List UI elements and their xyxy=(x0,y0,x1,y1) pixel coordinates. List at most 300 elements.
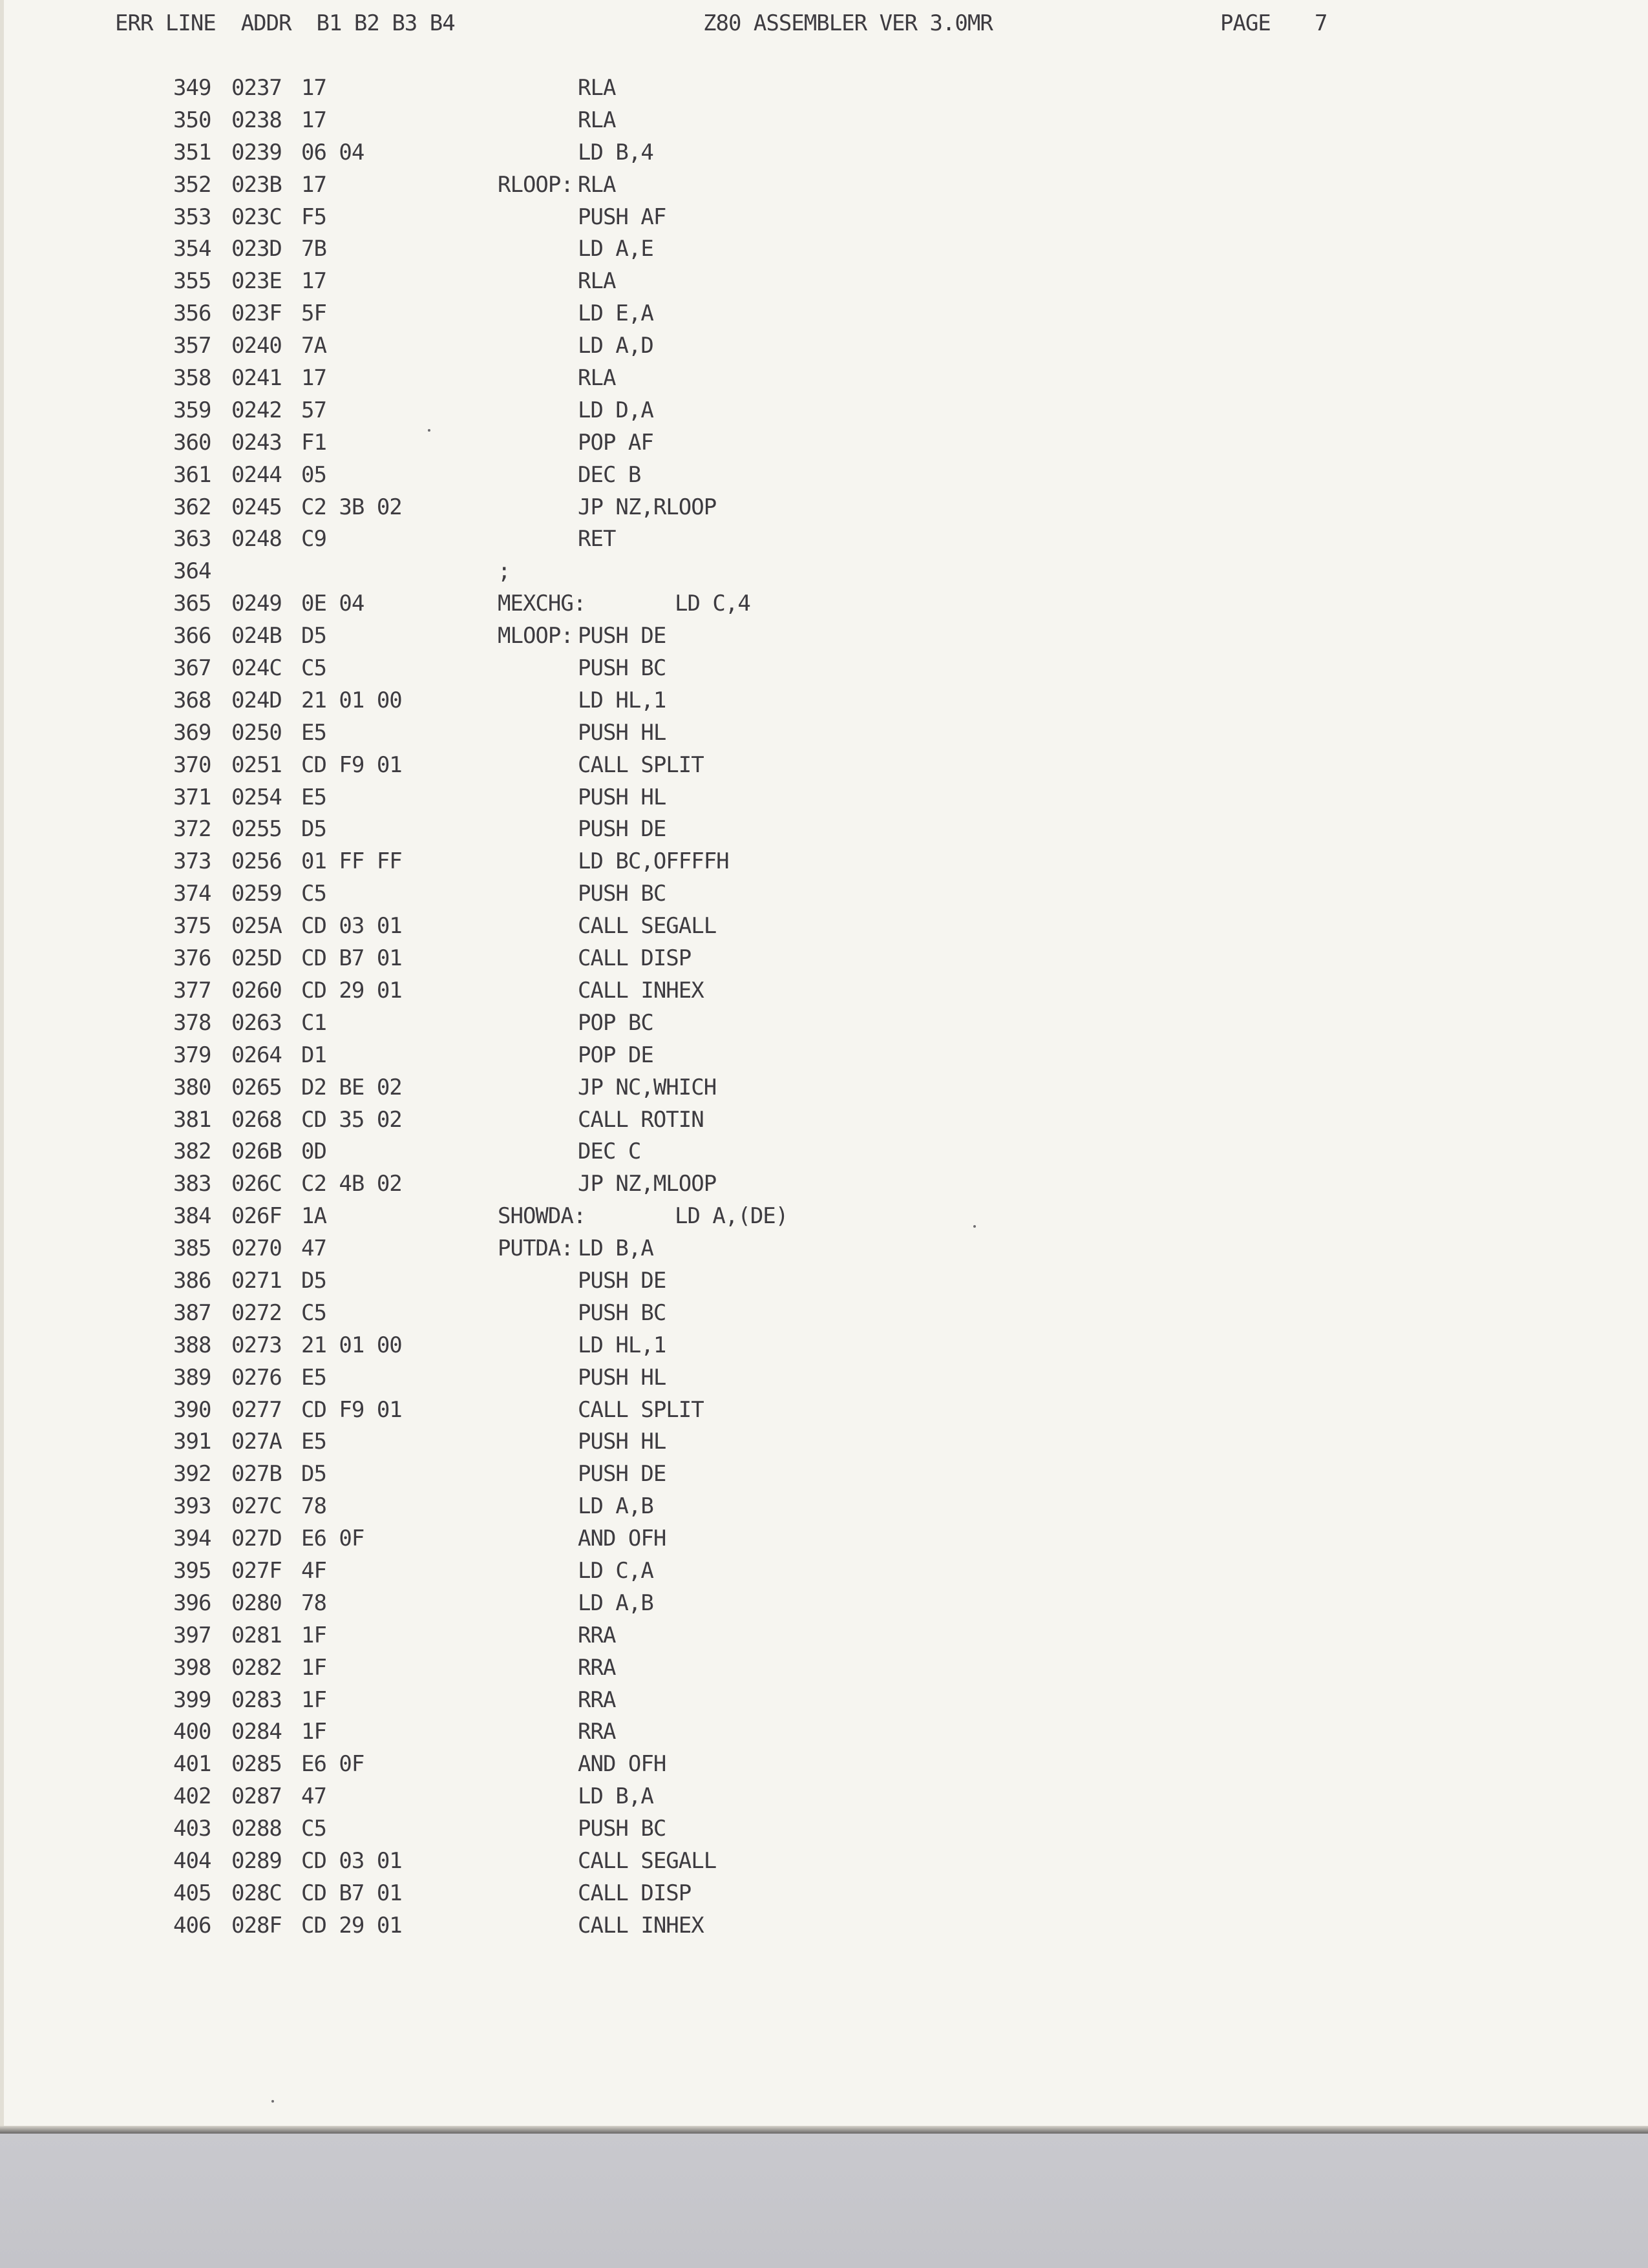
address: 025A xyxy=(231,913,282,940)
object-bytes: D5 xyxy=(301,1461,326,1487)
instruction: CALL DISP xyxy=(578,1880,692,1906)
paper-bottom-edge xyxy=(0,2126,1648,2134)
listing-row xyxy=(4,427,1648,459)
line-number: 368 xyxy=(173,687,211,713)
label: SHOWDA: xyxy=(498,1203,586,1230)
listing-row xyxy=(4,1716,1648,1748)
address: 0273 xyxy=(231,1332,282,1358)
listing-row xyxy=(4,943,1648,975)
address: 0283 xyxy=(231,1686,282,1713)
listing-row xyxy=(4,1748,1648,1781)
object-bytes: 17 xyxy=(301,268,326,295)
object-bytes: 47 xyxy=(301,1783,326,1810)
object-bytes: C5 xyxy=(301,655,326,682)
listing-row xyxy=(4,750,1648,782)
address: 0244 xyxy=(231,461,282,488)
assembly-listing xyxy=(4,72,1648,1942)
address: 0245 xyxy=(231,494,282,520)
listing-row xyxy=(4,395,1648,427)
line-number: 361 xyxy=(173,461,211,488)
line-number: 394 xyxy=(173,1526,211,1552)
line-number: 370 xyxy=(173,751,211,778)
line-number: 399 xyxy=(173,1686,211,1713)
listing-row xyxy=(4,1330,1648,1362)
line-number: 376 xyxy=(173,945,211,972)
instruction: RLA xyxy=(578,268,616,295)
line-number: 393 xyxy=(173,1493,211,1520)
line-number: 369 xyxy=(173,719,211,746)
instruction: LD A,B xyxy=(578,1590,653,1616)
address: 0285 xyxy=(231,1751,282,1778)
assembler-title: Z80 ASSEMBLER VER 3.0MR xyxy=(703,10,993,36)
line-number: 356 xyxy=(173,300,211,327)
line-number: 391 xyxy=(173,1429,211,1455)
object-bytes: C2 4B 02 xyxy=(301,1171,402,1197)
listing-row xyxy=(4,1620,1648,1652)
line-number: 388 xyxy=(173,1332,211,1358)
line-number: 355 xyxy=(173,268,211,295)
line-number: 362 xyxy=(173,494,211,520)
instruction: PUSH DE xyxy=(578,1461,666,1487)
instruction: PUSH HL xyxy=(578,1364,666,1391)
address: 027A xyxy=(231,1429,282,1455)
address: 028C xyxy=(231,1880,282,1906)
address: 026C xyxy=(231,1171,282,1197)
line-number: 359 xyxy=(173,397,211,423)
address: 0263 xyxy=(231,1009,282,1036)
line-number: 363 xyxy=(173,526,211,552)
listing-row xyxy=(4,137,1648,169)
listing-row xyxy=(4,1652,1648,1685)
object-bytes: E5 xyxy=(301,1429,326,1455)
instruction: AND OFH xyxy=(578,1526,666,1552)
instruction: PUSH AF xyxy=(578,204,666,230)
address: 0271 xyxy=(231,1267,282,1294)
instruction: LD B,A xyxy=(578,1235,653,1262)
instruction: LD A,D xyxy=(578,333,653,359)
line-number: 381 xyxy=(173,1106,211,1133)
line-number: 386 xyxy=(173,1267,211,1294)
line-number: 365 xyxy=(173,591,211,617)
label: RLOOP: xyxy=(498,171,573,198)
object-bytes: 4F xyxy=(301,1557,326,1584)
listing-row xyxy=(4,1007,1648,1040)
listing-row xyxy=(4,1233,1648,1265)
address: 0288 xyxy=(231,1816,282,1842)
address: 0254 xyxy=(231,784,282,810)
object-bytes: C2 3B 02 xyxy=(301,494,402,520)
object-bytes: 06 04 xyxy=(301,139,364,165)
line-number: 366 xyxy=(173,623,211,649)
listing-row xyxy=(4,105,1648,137)
address: 0239 xyxy=(231,139,282,165)
address: 0248 xyxy=(231,526,282,552)
instruction: PUSH DE xyxy=(578,1267,666,1294)
line-number: 357 xyxy=(173,333,211,359)
address: 027F xyxy=(231,1557,282,1584)
listing-row xyxy=(4,202,1648,234)
instruction: RLA xyxy=(578,75,616,101)
line-number: 405 xyxy=(173,1880,211,1906)
instruction: PUSH BC xyxy=(578,1299,666,1326)
address: 0256 xyxy=(231,848,282,875)
listing-row xyxy=(4,1458,1648,1491)
line-number: 375 xyxy=(173,913,211,940)
object-bytes: E6 0F xyxy=(301,1751,364,1778)
listing-row xyxy=(4,233,1648,266)
line-number: 387 xyxy=(173,1299,211,1326)
scanner-background xyxy=(0,2134,1648,2268)
object-bytes: 1F xyxy=(301,1719,326,1745)
listing-row xyxy=(4,717,1648,750)
address: 024D xyxy=(231,687,282,713)
listing-row xyxy=(4,975,1648,1007)
listing-row xyxy=(4,1136,1648,1168)
listing-row xyxy=(4,1072,1648,1104)
line-number: 358 xyxy=(173,365,211,392)
instruction: CALL ROTIN xyxy=(578,1106,704,1133)
address: 0284 xyxy=(231,1719,282,1745)
address: 0276 xyxy=(231,1364,282,1391)
object-bytes: 01 FF FF xyxy=(301,848,402,875)
paper-speck xyxy=(428,429,430,432)
object-bytes: 1F xyxy=(301,1686,326,1713)
listing-row xyxy=(4,588,1648,620)
listing-row xyxy=(4,298,1648,330)
listing-row xyxy=(4,1265,1648,1297)
object-bytes: 7B xyxy=(301,236,326,262)
object-bytes: 1F xyxy=(301,1622,326,1648)
object-bytes: 7A xyxy=(301,333,326,359)
listing-row xyxy=(4,523,1648,556)
line-number: 367 xyxy=(173,655,211,682)
address: 026B xyxy=(231,1139,282,1165)
instruction: RET xyxy=(578,526,616,552)
object-bytes: 21 01 00 xyxy=(301,1332,402,1358)
instruction: PUSH BC xyxy=(578,881,666,907)
address: 0249 xyxy=(231,591,282,617)
object-bytes: 17 xyxy=(301,75,326,101)
page-number: 7 xyxy=(1315,10,1327,36)
instruction: AND OFH xyxy=(578,1751,666,1778)
object-bytes: 0E 04 xyxy=(301,591,364,617)
address: 027B xyxy=(231,1461,282,1487)
label: MEXCHG: xyxy=(498,591,586,617)
address: 0260 xyxy=(231,977,282,1003)
listing-row xyxy=(4,814,1648,846)
instruction: PUSH DE xyxy=(578,816,666,843)
object-bytes: CD F9 01 xyxy=(301,751,402,778)
address: 0264 xyxy=(231,1042,282,1068)
object-bytes: CD B7 01 xyxy=(301,1880,402,1906)
address: 0268 xyxy=(231,1106,282,1133)
address: 0272 xyxy=(231,1299,282,1326)
instruction: CALL SPLIT xyxy=(578,751,704,778)
line-number: 401 xyxy=(173,1751,211,1778)
listing-row xyxy=(4,1040,1648,1072)
instruction: PUSH HL xyxy=(578,784,666,810)
address: 024C xyxy=(231,655,282,682)
address: 027D xyxy=(231,1526,282,1552)
line-number: 402 xyxy=(173,1783,211,1810)
instruction: PUSH HL xyxy=(578,1429,666,1455)
object-bytes: D5 xyxy=(301,1267,326,1294)
paper-speck xyxy=(271,2100,274,2103)
line-number: 352 xyxy=(173,171,211,198)
instruction: LD A,B xyxy=(578,1493,653,1520)
listing-row xyxy=(4,846,1648,878)
line-number: 371 xyxy=(173,784,211,810)
object-bytes: 57 xyxy=(301,397,326,423)
object-bytes: F1 xyxy=(301,429,326,456)
instruction: RLA xyxy=(578,107,616,133)
object-bytes: E5 xyxy=(301,1364,326,1391)
listing-row xyxy=(4,169,1648,202)
listing-row xyxy=(4,72,1648,105)
line-number: 374 xyxy=(173,881,211,907)
line-number: 353 xyxy=(173,204,211,230)
instruction: LD HL,1 xyxy=(578,1332,666,1358)
line-number: 360 xyxy=(173,429,211,456)
address: 024B xyxy=(231,623,282,649)
listing-row xyxy=(4,782,1648,814)
object-bytes: CD 29 01 xyxy=(301,1912,402,1938)
instruction: RRA xyxy=(578,1686,616,1713)
listing-row xyxy=(4,1555,1648,1588)
address: 0255 xyxy=(231,816,282,843)
page-label: PAGE xyxy=(1220,10,1271,36)
listing-row xyxy=(4,1362,1648,1394)
line-number: 377 xyxy=(173,977,211,1003)
paper-speck xyxy=(973,1225,976,1228)
address: 0289 xyxy=(231,1847,282,1874)
instruction: CALL SEGALL xyxy=(578,1847,717,1874)
instruction: CALL INHEX xyxy=(578,1912,704,1938)
address: 0277 xyxy=(231,1396,282,1423)
instruction: PUSH DE xyxy=(578,623,666,649)
instruction: POP DE xyxy=(578,1042,653,1068)
listing-row xyxy=(4,492,1648,524)
line-number: 396 xyxy=(173,1590,211,1616)
listing-row xyxy=(4,1813,1648,1845)
address: 0287 xyxy=(231,1783,282,1810)
listing-row xyxy=(4,330,1648,362)
instruction: PUSH BC xyxy=(578,655,666,682)
instruction: DEC B xyxy=(578,461,641,488)
address: 026F xyxy=(231,1203,282,1230)
line-number: 379 xyxy=(173,1042,211,1068)
address: 023C xyxy=(231,204,282,230)
address: 0280 xyxy=(231,1590,282,1616)
instruction: LD E,A xyxy=(578,300,653,327)
object-bytes: 05 xyxy=(301,461,326,488)
line-number: 373 xyxy=(173,848,211,875)
address: 0282 xyxy=(231,1654,282,1681)
address: 0237 xyxy=(231,75,282,101)
address: 023D xyxy=(231,236,282,262)
object-bytes: E5 xyxy=(301,784,326,810)
object-bytes: 47 xyxy=(301,1235,326,1262)
instruction: JP NZ,RLOOP xyxy=(578,494,717,520)
listing-row xyxy=(4,1878,1648,1910)
instruction: RLA xyxy=(578,365,616,392)
listing-row xyxy=(4,1588,1648,1620)
instruction: POP AF xyxy=(578,429,653,456)
object-bytes: CD B7 01 xyxy=(301,945,402,972)
address: 028F xyxy=(231,1912,282,1938)
listing-row xyxy=(4,1845,1648,1878)
line-number: 380 xyxy=(173,1074,211,1100)
instruction: RRA xyxy=(578,1719,616,1745)
instruction: CALL INHEX xyxy=(578,977,704,1003)
line-number: 384 xyxy=(173,1203,211,1230)
address: 025D xyxy=(231,945,282,972)
listing-row xyxy=(4,1201,1648,1233)
listing-row xyxy=(4,685,1648,717)
line-number: 349 xyxy=(173,75,211,101)
listing-row xyxy=(4,1297,1648,1330)
line-number: 389 xyxy=(173,1364,211,1391)
address: 023E xyxy=(231,268,282,295)
object-bytes: CD F9 01 xyxy=(301,1396,402,1423)
object-bytes: F5 xyxy=(301,204,326,230)
object-bytes: C1 xyxy=(301,1009,326,1036)
instruction: LD HL,1 xyxy=(578,687,666,713)
address: 0241 xyxy=(231,365,282,392)
instruction: JP NZ,MLOOP xyxy=(578,1171,717,1197)
listing-row xyxy=(4,1168,1648,1201)
listing-row xyxy=(4,1523,1648,1555)
listing-row xyxy=(4,910,1648,943)
instruction: RLA xyxy=(578,171,616,198)
instruction: CALL SPLIT xyxy=(578,1396,704,1423)
object-bytes: 21 01 00 xyxy=(301,687,402,713)
line-number: 385 xyxy=(173,1235,211,1262)
line-number: 404 xyxy=(173,1847,211,1874)
instruction: CALL DISP xyxy=(578,945,692,972)
object-bytes: CD 03 01 xyxy=(301,1847,402,1874)
object-bytes: 78 xyxy=(301,1590,326,1616)
line-number: 397 xyxy=(173,1622,211,1648)
object-bytes: C9 xyxy=(301,526,326,552)
object-bytes: 17 xyxy=(301,365,326,392)
instruction: PUSH BC xyxy=(578,1816,666,1842)
listing-row xyxy=(4,878,1648,910)
listing-row xyxy=(4,1394,1648,1427)
instruction: JP NC,WHICH xyxy=(578,1074,717,1100)
instruction: LD B,4 xyxy=(578,139,653,165)
object-bytes: 1A xyxy=(301,1203,326,1230)
line-number: 354 xyxy=(173,236,211,262)
address: 0251 xyxy=(231,751,282,778)
instruction: RRA xyxy=(578,1654,616,1681)
label: MLOOP: xyxy=(498,623,573,649)
object-bytes: D2 BE 02 xyxy=(301,1074,402,1100)
instruction: PUSH HL xyxy=(578,719,666,746)
address: 0259 xyxy=(231,881,282,907)
address: 0281 xyxy=(231,1622,282,1648)
address: 0242 xyxy=(231,397,282,423)
instruction: DEC C xyxy=(578,1139,641,1165)
address: 027C xyxy=(231,1493,282,1520)
instruction: LD D,A xyxy=(578,397,653,423)
object-bytes: CD 35 02 xyxy=(301,1106,402,1133)
line-number: 350 xyxy=(173,107,211,133)
object-bytes: E5 xyxy=(301,719,326,746)
listing-row xyxy=(4,362,1648,395)
line-number: 382 xyxy=(173,1139,211,1165)
address: 0243 xyxy=(231,429,282,456)
listing-row xyxy=(4,1781,1648,1813)
address: 0240 xyxy=(231,333,282,359)
instruction: CALL SEGALL xyxy=(578,913,717,940)
listing-row xyxy=(4,1104,1648,1137)
object-bytes: 17 xyxy=(301,107,326,133)
instruction: POP BC xyxy=(578,1009,653,1036)
object-bytes: D1 xyxy=(301,1042,326,1068)
object-bytes: CD 29 01 xyxy=(301,977,402,1003)
listing-row xyxy=(4,459,1648,492)
instruction: LD A,E xyxy=(578,236,653,262)
column-headings: ERR LINE ADDR B1 B2 B3 B4 xyxy=(115,10,455,36)
object-bytes: CD 03 01 xyxy=(301,913,402,940)
object-bytes: 5F xyxy=(301,300,326,327)
object-bytes: 17 xyxy=(301,171,326,198)
listing-row xyxy=(4,1426,1648,1458)
listing-row xyxy=(4,266,1648,298)
listing-row xyxy=(4,1491,1648,1523)
instruction: LD C,4 xyxy=(675,591,750,617)
line-number: 364 xyxy=(173,558,211,585)
object-bytes: C5 xyxy=(301,1816,326,1842)
address: 0265 xyxy=(231,1074,282,1100)
listing-row xyxy=(4,1910,1648,1942)
line-number: 400 xyxy=(173,1719,211,1745)
listing-row xyxy=(4,556,1648,588)
address: 0238 xyxy=(231,107,282,133)
instruction: LD A,(DE) xyxy=(675,1203,788,1230)
listing-row xyxy=(4,620,1648,653)
instruction: LD C,A xyxy=(578,1557,653,1584)
line-number: 395 xyxy=(173,1557,211,1584)
label: PUTDA: xyxy=(498,1235,573,1262)
object-bytes: C5 xyxy=(301,881,326,907)
instruction: RRA xyxy=(578,1622,616,1648)
address: 023B xyxy=(231,171,282,198)
line-number: 351 xyxy=(173,139,211,165)
line-number: 378 xyxy=(173,1009,211,1036)
address: 023F xyxy=(231,300,282,327)
listing-row xyxy=(4,653,1648,685)
object-bytes: D5 xyxy=(301,816,326,843)
line-number: 406 xyxy=(173,1912,211,1938)
line-number: 398 xyxy=(173,1654,211,1681)
object-bytes: E6 0F xyxy=(301,1526,364,1552)
address: 0270 xyxy=(231,1235,282,1262)
object-bytes: C5 xyxy=(301,1299,326,1326)
listing-row xyxy=(4,1685,1648,1717)
line-number: 403 xyxy=(173,1816,211,1842)
object-bytes: 1F xyxy=(301,1654,326,1681)
line-number: 372 xyxy=(173,816,211,843)
object-bytes: 0D xyxy=(301,1139,326,1165)
label: ; xyxy=(498,558,511,585)
line-number: 390 xyxy=(173,1396,211,1423)
line-number: 383 xyxy=(173,1171,211,1197)
object-bytes: 78 xyxy=(301,1493,326,1520)
line-number: 392 xyxy=(173,1461,211,1487)
instruction: LD B,A xyxy=(578,1783,653,1810)
